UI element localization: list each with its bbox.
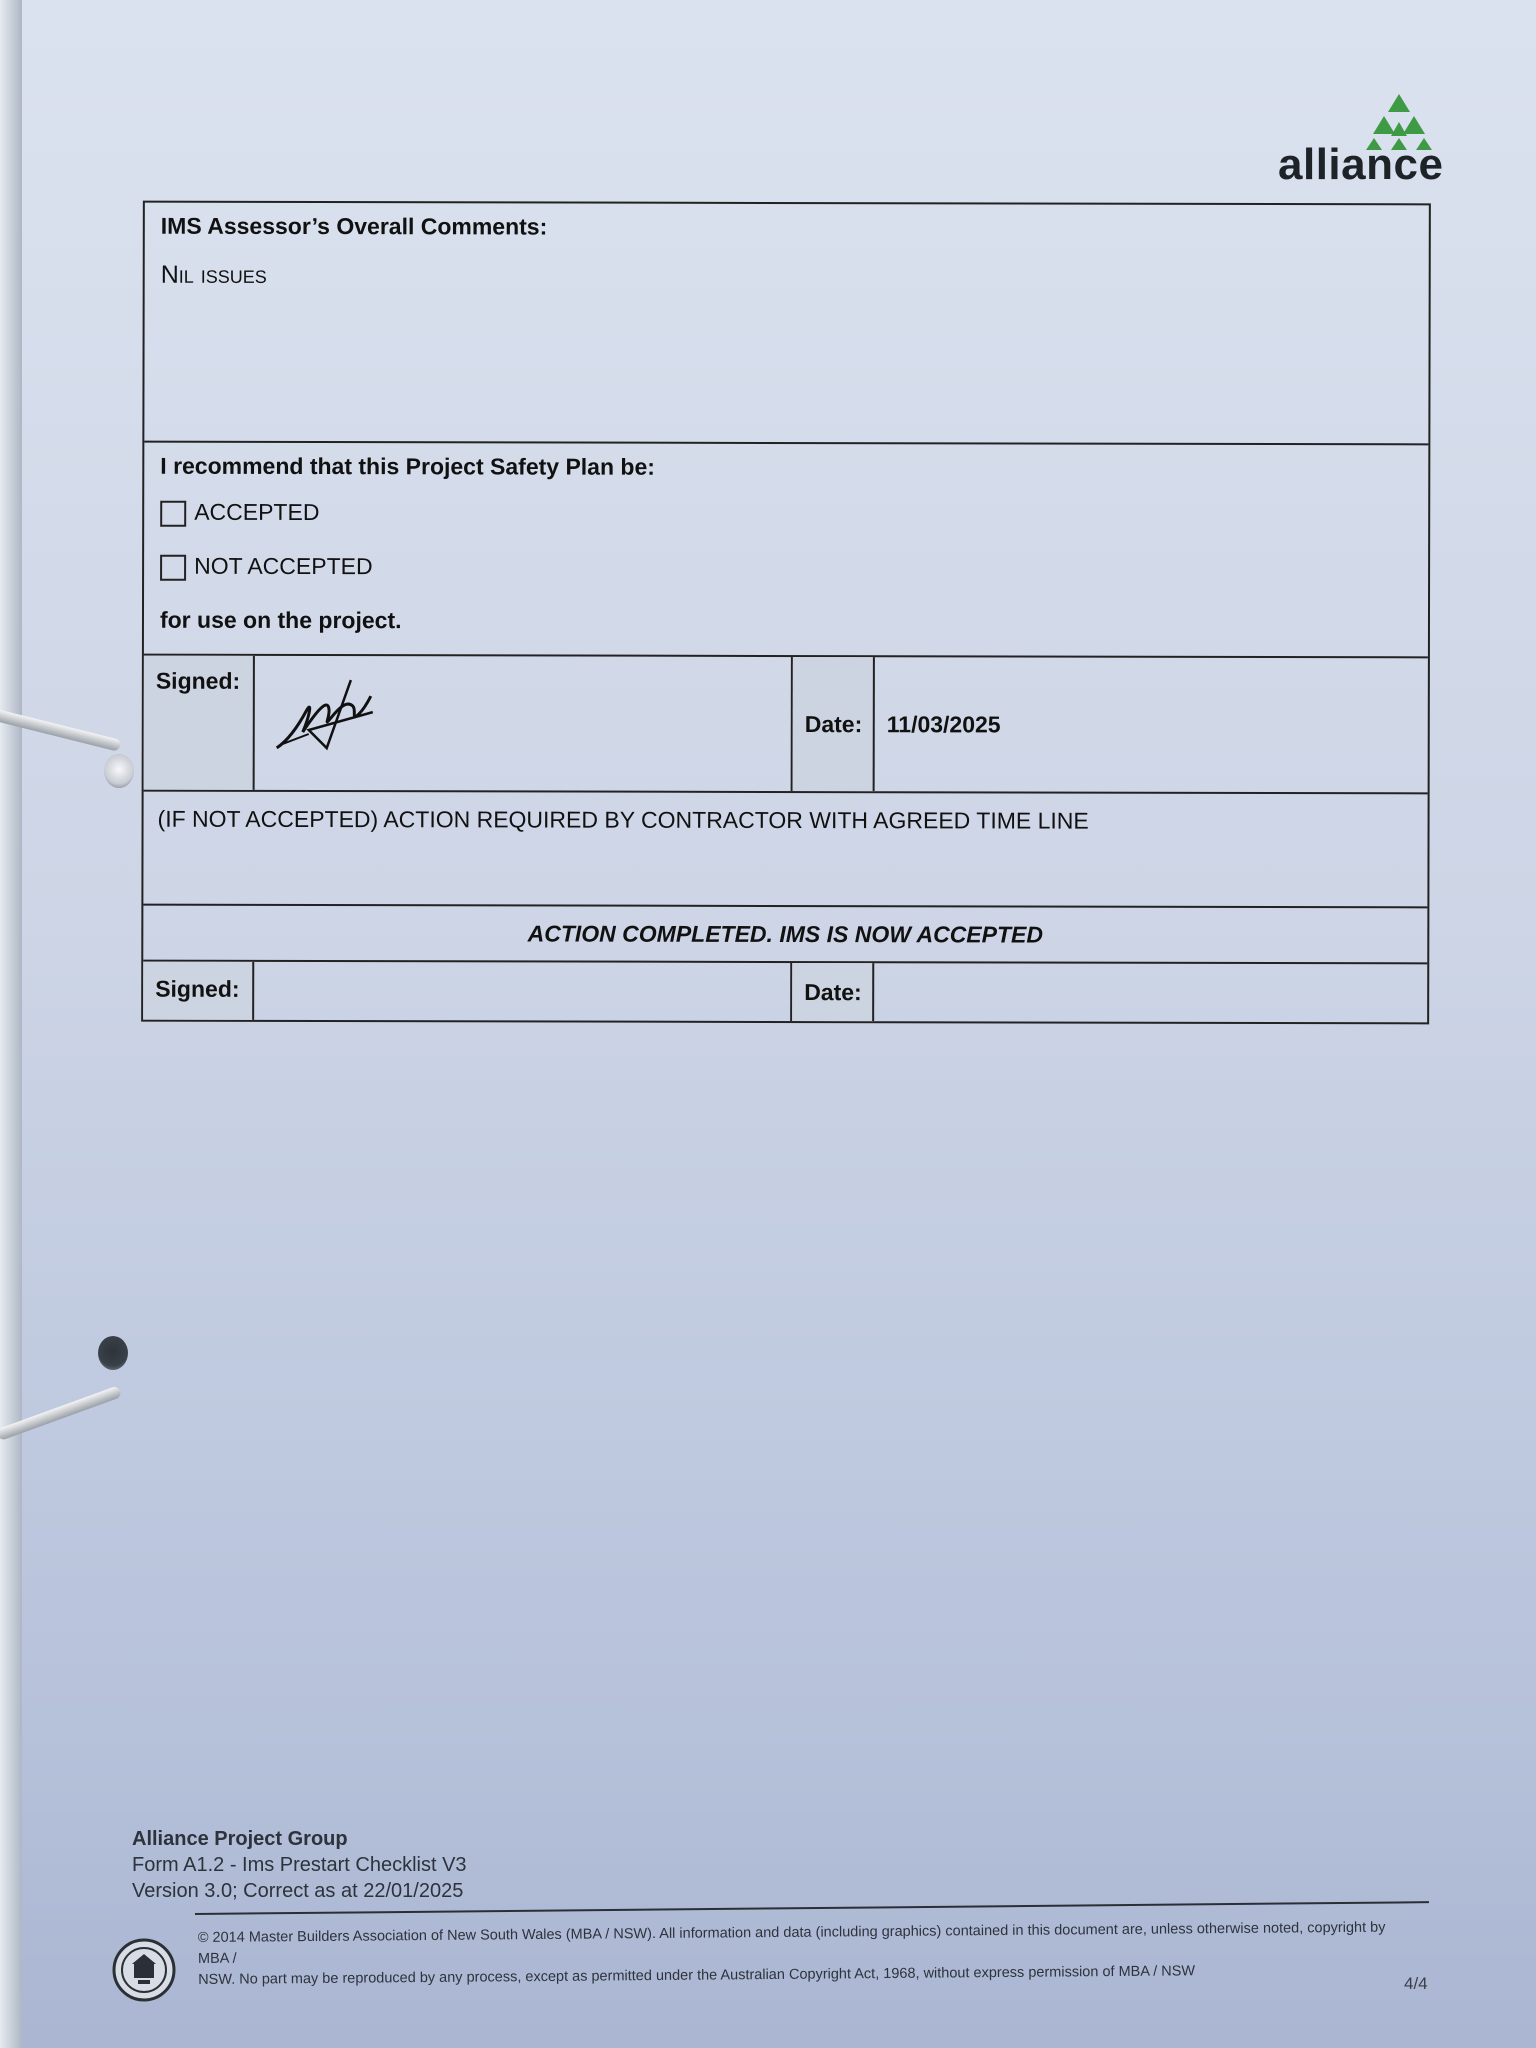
option-not-accepted[interactable]	[160, 553, 373, 581]
recommend-heading: I recommend that this Project Safety Plan be:	[160, 452, 655, 480]
mba-seal-icon	[112, 1938, 176, 2002]
alliance-logo	[1278, 92, 1444, 189]
copyright-notice	[198, 1917, 1409, 1991]
action-completed-row	[143, 906, 1427, 965]
date-field[interactable]	[875, 657, 1428, 792]
comments-heading: IMS Assessor’s Overall Comments:	[160, 212, 548, 240]
signed2-label: Signed:	[155, 975, 240, 1002]
assessment-form	[141, 201, 1431, 1025]
date2-field[interactable]	[874, 963, 1427, 1022]
signature-row-2	[143, 962, 1427, 1023]
signed2-label-cell	[143, 962, 254, 1020]
comments-section	[144, 203, 1428, 446]
accepted-label: ACCEPTED	[194, 498, 320, 526]
accepted-checkbox[interactable]	[160, 501, 186, 527]
not-accepted-label: NOT ACCEPTED	[194, 552, 373, 580]
not-accepted-checkbox[interactable]	[160, 555, 186, 581]
footer-form-name: Form A1.2 - Ims Prestart Checklist V3	[132, 1854, 467, 1876]
footer-version: Version 3.0; Correct as at 22/01/2025	[132, 1880, 464, 1902]
logo-wordmark: alliance	[1278, 140, 1444, 189]
action-required-section	[143, 792, 1427, 909]
handwritten-signature	[269, 670, 389, 770]
option-accepted[interactable]	[160, 499, 319, 527]
signature-field[interactable]	[255, 656, 793, 791]
date2-label-cell	[792, 963, 874, 1021]
signed-label: Signed:	[155, 667, 241, 694]
document-footer	[132, 1826, 467, 1904]
signature2-field[interactable]	[254, 962, 792, 1021]
punch-hole-upper	[104, 754, 134, 788]
date-value: 11/03/2025	[886, 711, 1001, 738]
action-completed-text: ACTION COMPLETED. IMS IS NOW ACCEPTED	[527, 920, 1044, 948]
copyright-line-2: NSW. No part may be reproduced by any process, except as permitted under the Australian Copyright Act, 1968, without express permission of MBA / NSW	[198, 1963, 1196, 1988]
page-number: 4/4	[1404, 1974, 1428, 1993]
copyright-line-1: © 2014 Master Builders Association of New South Wales (MBA / NSW). All information and data (including graphics) contained in this document are, unless otherwise noted, copyright by MBA /	[197, 1919, 1386, 1967]
binder-page-edge	[0, 0, 22, 2048]
date-label-cell	[793, 657, 875, 791]
comments-value[interactable]: Nil issues	[160, 260, 267, 289]
date2-label: Date:	[804, 979, 862, 1006]
recommend-footer: for use on the project.	[159, 606, 402, 634]
date-label: Date:	[804, 711, 863, 738]
signed-label-cell	[144, 656, 255, 790]
footer-org: Alliance Project Group	[132, 1828, 348, 1850]
punch-hole-lower	[98, 1336, 128, 1370]
action-required-text: (IF NOT ACCEPTED) ACTION REQUIRED BY CONTRACTOR WITH AGREED TIME LINE	[157, 805, 1089, 834]
recommend-section	[144, 443, 1428, 659]
signature-row	[144, 656, 1428, 795]
